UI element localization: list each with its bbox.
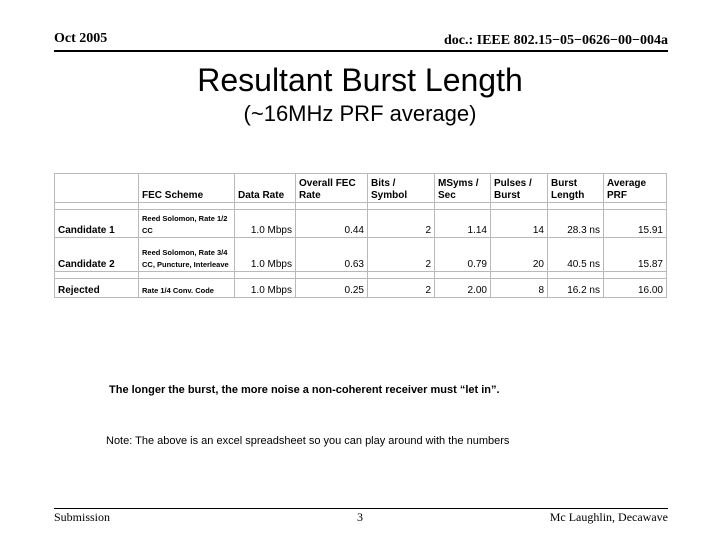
table-cell: 16.00 xyxy=(604,279,667,298)
burst-length-table xyxy=(54,173,667,298)
table-cell: 2 xyxy=(368,210,435,238)
footer-submission: Submission xyxy=(54,510,111,524)
slide-subtitle: (~16MHz PRF average) xyxy=(243,101,477,126)
table-cell: 1.14 xyxy=(435,210,491,238)
table-cell: 40.5 ns xyxy=(548,238,604,272)
spreadsheet-note: Note: The above is an excel spreadsheet so you can play around with the numbers xyxy=(106,435,510,447)
header-cell: Data Rate xyxy=(235,174,296,203)
table-cell: 15.91 xyxy=(604,210,667,238)
header-cell: Bits / Symbol xyxy=(368,174,435,203)
header-cell: FEC Scheme xyxy=(139,174,235,203)
header-doc-id: doc.: IEEE 802.15−05−0626−00−004a xyxy=(443,33,668,48)
header-date: Oct 2005 xyxy=(54,31,108,46)
table-cell: 1.0 Mbps xyxy=(235,238,296,272)
table-cell: 0.79 xyxy=(435,238,491,272)
table-cell: 28.3 ns xyxy=(548,210,604,238)
table-cell: 2 xyxy=(368,238,435,272)
table-cell: 1.0 Mbps xyxy=(235,210,296,238)
footer-divider xyxy=(54,508,668,509)
footer-author: Mc Laughlin, Decawave xyxy=(549,510,668,524)
row-label: Candidate 1 xyxy=(55,210,139,238)
slide-title: Resultant Burst Length xyxy=(197,62,523,98)
fec-scheme-cell: Rate 1/4 Conv. Code xyxy=(139,279,235,298)
table-row xyxy=(55,279,667,298)
table-cell: 2 xyxy=(368,279,435,298)
header-cell: Burst Length xyxy=(548,174,604,203)
table-row xyxy=(55,210,667,238)
table-row xyxy=(55,238,667,272)
header-cell: MSyms / Sec xyxy=(435,174,491,203)
table-cell: 14 xyxy=(491,210,548,238)
burst-noise-note: The longer the burst, the more noise a non-coherent receiver must “let in”. xyxy=(109,384,500,396)
table-cell: 0.44 xyxy=(296,210,368,238)
header-cell: Average PRF xyxy=(604,174,667,203)
table-cell: 1.0 Mbps xyxy=(235,279,296,298)
fec-scheme-cell: Reed Solomon, Rate 3/4 CC, Puncture, Interleave xyxy=(139,238,235,272)
header-cell xyxy=(55,174,139,203)
header-cell: Overall FEC Rate xyxy=(296,174,368,203)
table-cell: 15.87 xyxy=(604,238,667,272)
header-divider xyxy=(54,50,668,52)
page-number: 3 xyxy=(357,510,363,524)
header-cell: Pulses / Burst xyxy=(491,174,548,203)
table-cell: 20 xyxy=(491,238,548,272)
row-label: Candidate 2 xyxy=(55,238,139,272)
spacer-row xyxy=(55,203,667,210)
table-cell: 8 xyxy=(491,279,548,298)
table-cell: 0.25 xyxy=(296,279,368,298)
table-cell: 16.2 ns xyxy=(548,279,604,298)
row-label: Rejected xyxy=(55,279,139,298)
table-cell: 0.63 xyxy=(296,238,368,272)
table-cell: 2.00 xyxy=(435,279,491,298)
table-header-row xyxy=(55,174,667,203)
spacer-row xyxy=(55,272,667,279)
fec-scheme-cell: Reed Solomon, Rate 1/2 CC xyxy=(139,210,235,238)
